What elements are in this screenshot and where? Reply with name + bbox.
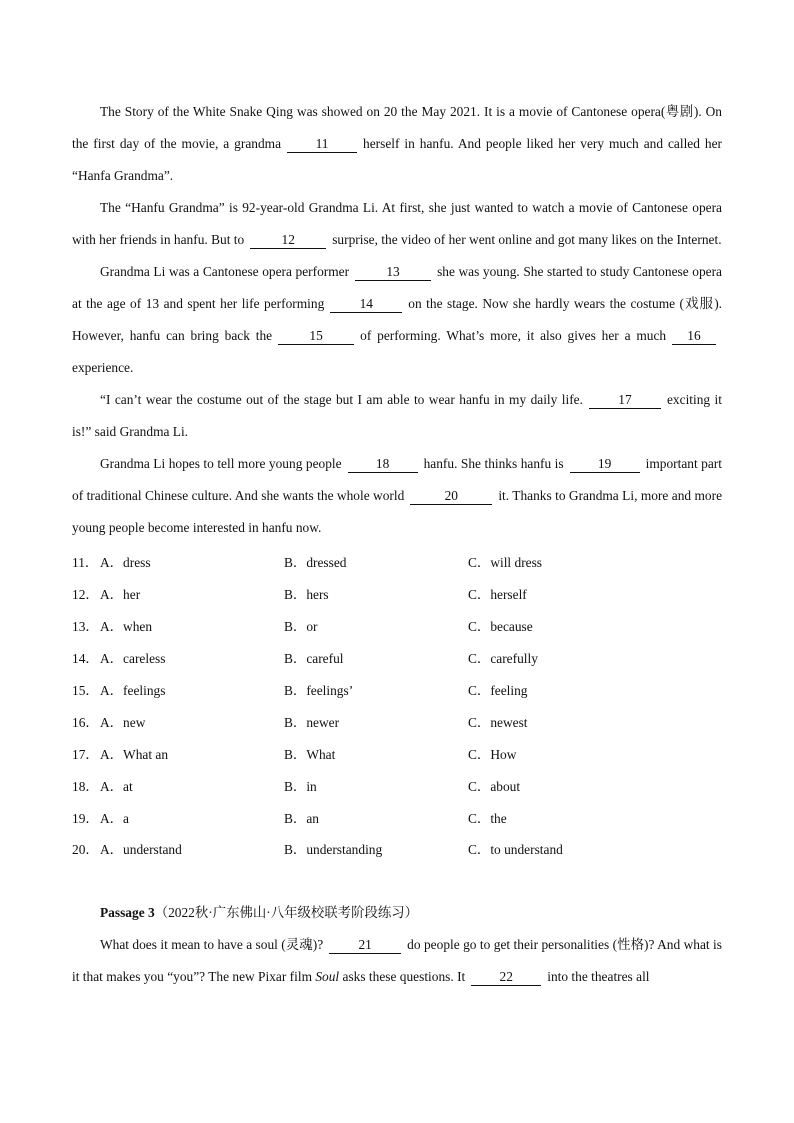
question-row [72,705,722,737]
question-number: 12． [72,587,99,603]
question-row [72,737,722,769]
question-number: 14． [72,651,99,667]
question-row [72,769,722,801]
blank-17[interactable]: 17 [589,392,661,409]
option-c[interactable]: C．the [468,810,507,826]
question-number: 18． [72,778,99,794]
question-row [72,674,722,706]
option-b[interactable]: B．dressed [284,555,347,571]
paragraph-1: The Story of the White Snake Qing was showed on 20 the May 2021. It is a movie of Cantonese opera(粤剧). On the first day of the movie, a grandma 11 herself in hanfu. And people liked her very much and called her “Hanfa Grandma”. [72,104,722,183]
option-c[interactable]: C．because [468,619,533,635]
passage-3-heading [72,897,722,929]
paragraph-2: The “Hanfu Grandma” is 92-year-old Grandma Li. At first, she just wanted to watch a movie of Cantonese opera with her friends in hanfu. But to 12 surprise, the video of her went online and got many likes on the Internet. [72,200,722,247]
question-number: 17． [72,746,99,762]
blank-12[interactable]: 12 [250,232,326,249]
blank-21[interactable]: 21 [329,937,401,954]
blank-11[interactable]: 11 [287,136,357,153]
passage-title: Passage 3 [100,904,155,920]
option-a[interactable]: A．when [100,619,153,635]
question-row [72,546,722,578]
question-number: 11． [72,555,99,571]
blank-19[interactable]: 19 [570,456,640,473]
option-b[interactable]: B．newer [284,714,340,730]
blank-13[interactable]: 13 [355,264,431,281]
blank-15[interactable]: 15 [278,328,354,345]
option-a[interactable]: A．a [100,810,130,826]
question-number: 16． [72,714,99,730]
question-row [72,833,722,865]
option-a[interactable]: A．dress [100,555,151,571]
question-options [72,546,722,865]
option-a[interactable]: A．at [100,778,133,794]
option-a[interactable]: A．her [100,587,141,603]
question-number: 13． [72,619,99,635]
option-b[interactable]: B．hers [284,587,329,603]
blank-20[interactable]: 20 [410,488,492,505]
option-a[interactable]: A．careless [100,651,166,667]
question-row [72,578,722,610]
question-number: 15． [72,683,99,698]
option-b[interactable]: B．What [284,746,336,762]
option-c[interactable]: C．feeling [468,683,528,698]
option-a[interactable]: A．feelings [100,683,166,698]
option-c[interactable]: C．will dress [468,555,543,571]
film-title: Soul [315,968,340,984]
option-a[interactable]: A．What an [100,746,169,762]
option-a[interactable]: A．new [100,714,146,730]
passage-source: （2022秋·广东佛山·八年级校联考阶段练习） [154,904,419,920]
option-b[interactable]: B．careful [284,651,344,667]
paragraph-4: “I can’t wear the costume out of the stage but I am able to wear hanfu in my daily life. 17 exciting it is!” said Grandma Li. [72,392,722,439]
option-b[interactable]: B．an [284,810,319,826]
paragraph-3: Grandma Li was a Cantonese opera performer 13 she was young. She started to study Cantonese opera at the age of 13 and spent her life performing 14 on the stage. Now she hardly wears the costume (戏服). However, hanfu can bring back the 15 of performing. What’s more, it also gives her a much 16experience. [72,264,722,375]
option-c[interactable]: C．carefully [468,651,538,667]
option-b[interactable]: B．or [284,619,318,635]
blank-14[interactable]: 14 [330,296,402,313]
document-page [72,96,722,993]
option-b[interactable]: B．in [284,778,317,794]
blank-18[interactable]: 18 [348,456,418,473]
option-c[interactable]: C．How [468,746,517,762]
option-c[interactable]: C．newest [468,714,528,730]
option-b[interactable]: B．understanding [284,842,383,858]
question-number: 20． [72,842,99,858]
option-b[interactable]: B．feelings’ [284,683,354,698]
passage-3-paragraph: What does it mean to have a soul (灵魂)? 21 do people go to get their personalities (性格)? And what is it that makes you “you”? The new Pixar film Soul asks these questions. It 22 into the theatres all [72,936,722,984]
question-row [72,610,722,642]
paragraph-5: Grandma Li hopes to tell more young people 18 hanfu. She thinks hanfu is 19 important part of traditional Chinese culture. And she wants the whole world 20 it. Thanks to Grandma Li, more and more young people become interested in hanfu now. [72,456,723,535]
question-number: 19． [72,810,99,826]
option-c[interactable]: C．herself [468,587,527,603]
option-c[interactable]: C．to understand [468,842,563,858]
option-c[interactable]: C．about [468,778,521,794]
option-a[interactable]: A．understand [100,842,182,858]
blank-16[interactable]: 16 [672,328,716,345]
question-row [72,642,722,674]
blank-22[interactable]: 22 [471,969,541,986]
question-row [72,801,722,833]
